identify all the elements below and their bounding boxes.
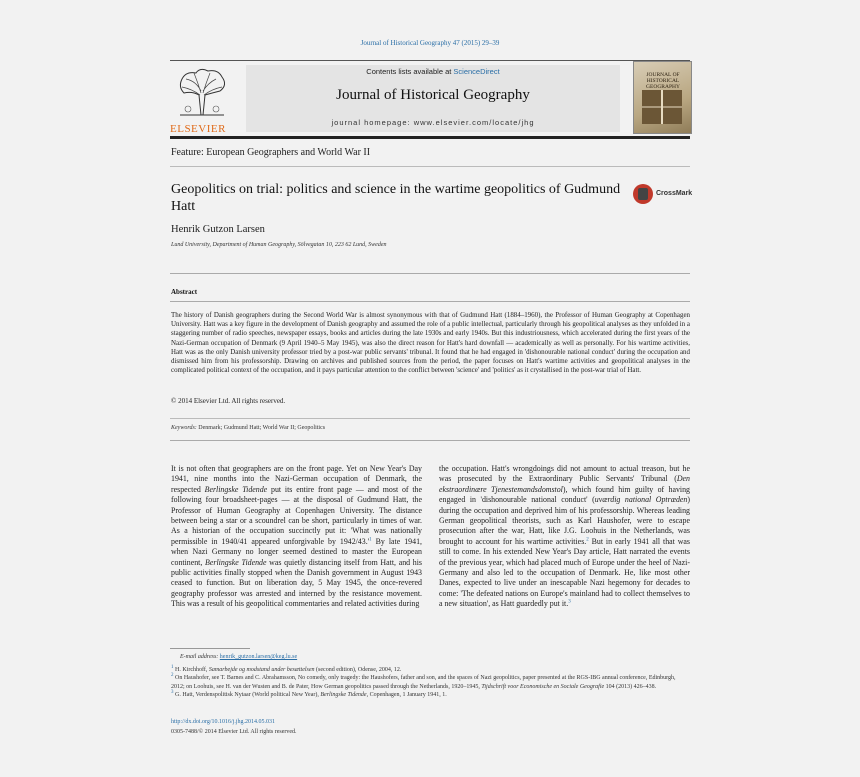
body-column-right: the occupation. Hatt's wrongdoings did not amount to actual treason, but he was prosecuted by the Extraordinary Public Servants' Tribunal (Den ekstraordinære Tjenestemandsdomstol), which found him guilty of having engaged in 'dishonourable national conduct' (uværdig national Optræden) during the occupation and deprived him of his professorship. Whereas leading German geopolitical theorists, such as Karl Haushofer, were to escape prosecution after the war, Hatt, like J.G. Loohuis in the Netherlands, was brought to account for his wartime activities.$^2$ But in early 1941 all that was still to come. In his extended New Year's Day article, Hatt narrated the events of the previous year, which had placed much of Europe under the heel of Nazi-Germany and also led to the occupation of Denmark. He, like most other Danes, expected to live under an inescapable Nazi hegemony for decades to come: 'The defeated nations on Europe's mainland had to collect themselves to a new situation', as Hatt guardedly put it.$^3$ (439, 464, 690, 609)
author-affiliation: Lund University, Department of Human Geography, Sölvegatan 10, 223 62 Lund, Sweden (171, 242, 387, 248)
issn-line: 0305-7488/© 2014 Elsevier Ltd. All rights reserved. (171, 729, 297, 735)
abstract-heading: Abstract (171, 288, 198, 296)
journal-reference[interactable]: Journal of Historical Geography 47 (2015) 29–39 (360, 39, 500, 47)
abstract-text: The history of Danish geographers during the Second World War is almost synonymous with that of Gudmund Hatt (1884–1960), the Professor of Human Geography at Copenhagen University. Hatt was a key figure in the development of Danish geography and assumed the role of a public intellectual, particularly through his geopolitical analyses as they unfolded in a staggering number of radio speeches, newspaper essays, books and articles during the late 1930s and early 1940s. But this industriousness, which accelerated during the first years of the Nazi-German occupation of Denmark (9 April 1940–5 May 1945), was also the direct reason for Hatt's hard downfall — academically as well as personally. For his wartime activities, Hatt was as the only Danish university professor tried by a post-war public servants' tribunal. It found that he had engaged in 'dishonourable national conduct' during the occupation and dismissed him from his professorship. Drawing on archives and published sources from the period, the paper focuses on Hatt's wartime activities and geopolitical analyses in the complicated political context of the occupation, and it pays particular attention to the conflict between 'science' and 'politics' as it crystallised in the post-war trial of Hatt. (171, 311, 690, 375)
divider (170, 273, 690, 274)
doi-link[interactable]: http://dx.doi.org/10.1016/j.jhg.2014.05.031 (171, 719, 276, 725)
header-bottom-rule (170, 136, 690, 139)
cover-title: JOURNAL OF HISTORICAL GEOGRAPHY (646, 72, 680, 90)
elsevier-logo[interactable] (170, 65, 232, 133)
keywords-list: Denmark; Gudmund Hatt; World War II; Geopolitics (196, 425, 326, 431)
contents-line (246, 67, 620, 76)
contents-prefix: Contents lists available at (366, 67, 454, 76)
journal-title: Journal of Historical Geography (336, 87, 530, 103)
elsevier-wordmark: ELSEVIER (170, 123, 226, 135)
keywords (171, 425, 325, 431)
divider (170, 418, 690, 419)
body-column-left: It is not often that geographers are on the front page. Yet on New Year's Day 1941, nine months into the Nazi-German occupation of Denmark, the respected Berlingske Tidende put its entire front page — and most of the following four broadsheet-pages — at the disposal of Gudmund Hatt, the Professor of Human Geography at Copenhagen University. The distance between being a star or a scoundrel can be short, particularly in times of war. As a historian of the occupation succinctly put it: 'What was nationally permissible in 1940/41 appeared unforgivable by $1942/43.'^1$ By late 1941, when Nazi Germany no longer seemed destined to master the European continent, Berlingske Tidende was quietly distancing itself from Hatt, and his public activities finally stopped when the Danish government in August 1943 ceased to function. But on liberation day, 5 May 1945, the once-revered geography professor was arrested and interned by the resistance movement. This was a result of his geopolitical commentaries and related activities during (171, 464, 423, 609)
footnote-1: $^1$ H. Kirchhoff, Samarbejde og modstand under besættelsen (second edition), Odense, 2004, 12. (171, 665, 402, 673)
crossmark-button[interactable] (633, 183, 693, 207)
crossmark-icon (633, 184, 653, 204)
elsevier-tree-icon (172, 65, 230, 117)
abstract-copyright: © 2014 Elsevier Ltd. All rights reserved. (171, 397, 286, 405)
keywords-label: Keywords: (171, 425, 197, 431)
footnote-ref-3[interactable]: 3 (568, 599, 571, 605)
cover-image (642, 90, 682, 124)
article-title: Geopolitics on trial: politics and science in the wartime geopolitics of Gudmund Hatt (171, 182, 621, 214)
journal-header-banner (246, 65, 620, 132)
crossmark-label: CrossMark (656, 190, 693, 197)
footnote-rule (170, 648, 250, 649)
sciencedirect-link[interactable]: ScienceDirect (453, 67, 500, 76)
journal-homepage[interactable]: journal homepage: www.elsevier.com/locate/jhg (331, 118, 535, 127)
email-link[interactable]: henrik_gutzon.larsen@keg.lu.se (219, 654, 298, 660)
author-email: E-mail address: henrik_gutzon.larsen@keg.lu.se (180, 654, 298, 660)
feature-label: Feature: European Geographers and World War II (171, 147, 371, 158)
footnote-ref-2[interactable]: 2 (586, 537, 589, 543)
feature-rule (170, 166, 690, 167)
footnotes (171, 666, 690, 699)
footnote-2: $^2$ On Haushofer, see T. Barnes and C. Abrahamsson, No comedy, only tragedy: the Haushofers, father and son, and the spaces of Nazi geopolitics, paper presented at the RGS-IBG annual conference, Edinburgh, 2012; on Loohuis, see H. van der Wusten and B. de Pater, How German geopolitics passed through the Netherlands, 1920–1945, Tijdschrift voor Economische en Sociale Geografie 104 (2013) 426–438. (171, 673, 676, 690)
divider (170, 301, 690, 302)
author-name[interactable]: Henrik Gutzon Larsen (171, 224, 265, 235)
header-top-rule (170, 60, 690, 61)
footnote-3: $^3$ G. Hatt, Verdenspolitisk Nytaar (World political New Year), Berlingske Tidende, Copenhagen, 1 January 1941, 1. (171, 689, 447, 698)
divider (170, 440, 690, 441)
footnote-ref-1[interactable]: 1 (369, 537, 372, 543)
journal-cover-thumbnail[interactable] (633, 61, 692, 134)
